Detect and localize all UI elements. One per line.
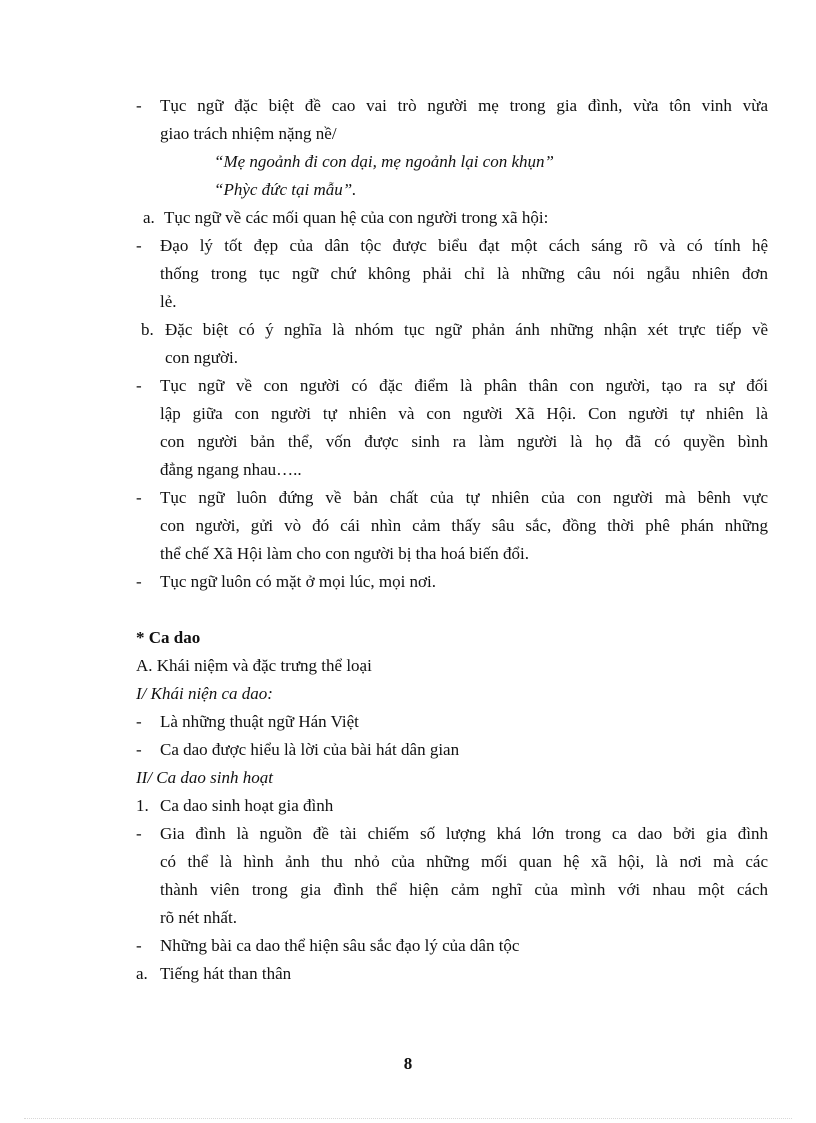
paragraph-text: Ca dao sinh hoạt gia đình (160, 796, 334, 815)
list-label: a. (143, 208, 155, 227)
subsection-heading: I/ Khái niện ca dao: (136, 684, 273, 703)
paragraph-text: Những bài ca dao thể hiện sâu sắc đạo lý của dân tộc (160, 936, 520, 955)
subsection-heading: A. Khái niệm và đặc trưng thể loại (136, 656, 372, 675)
bullet-dash: - (136, 712, 142, 731)
section-heading: * Ca dao (136, 628, 201, 647)
paragraph-text: Gia đình là nguồn đề tài chiếm số lượng khá lớn trong ca dao bởi gia đình có thể là hình ảnh thu nhỏ của những mối quan hệ xã hội, là nơi mà các thành viên trong gia đình thể hiện cảm nghĩ của mình với nhau một cách rõ nét nhất. (160, 824, 768, 927)
bullet-dash: - (136, 488, 142, 507)
subsection-heading: II/ Ca dao sinh hoạt (136, 768, 273, 787)
paragraph-text: Tục ngữ về các mối quan hệ của con người trong xã hội: (164, 208, 549, 227)
proverb-quote: “Phỳc đức tại mẫu”. (214, 180, 357, 199)
list-label: a. (136, 964, 148, 983)
page-divider (24, 1118, 792, 1119)
paragraph-text: Ca dao được hiểu là lời của bài hát dân gian (160, 740, 460, 759)
bullet-dash: - (136, 96, 142, 115)
paragraph-text: Đặc biệt có ý nghĩa là nhóm tục ngữ phản ánh những nhận xét trực tiếp về con người. (165, 320, 768, 367)
paragraph-text: Là những thuật ngữ Hán Việt (160, 712, 359, 731)
bullet-dash: - (136, 936, 142, 955)
paragraph-text: Đạo lý tốt đẹp của dân tộc được biểu đạt một cách sáng rõ và có tính hệ thống trong tục ngữ chứ không phải chỉ là những câu nói ngẫu nhiên đơn lẻ. (160, 236, 768, 311)
list-label: b. (141, 320, 154, 339)
paragraph-text: Tục ngữ đặc biệt đề cao vai trò người mẹ trong gia đình, vừa tôn vinh vừa giao trách nhiệm nặng nề/ (160, 96, 768, 143)
bullet-dash: - (136, 236, 142, 255)
paragraph-text: Tục ngữ luôn có mặt ở mọi lúc, mọi nơi. (160, 572, 437, 591)
paragraph-text: Tục ngữ về con người có đặc điểm là phân thân con người, tạo ra sự đối lập giữa con người tự nhiên và con người Xã Hội. Con người tự nhiên là con người bản thể, vốn được sinh ra làm người là họ đã có quyền bình đẳng ngang nhau….. (160, 376, 768, 479)
bullet-dash: - (136, 376, 142, 395)
list-label: 1. (136, 796, 149, 815)
bullet-dash: - (136, 824, 142, 843)
bullet-dash: - (136, 572, 142, 591)
proverb-quote: “Mẹ ngoảnh đi con dại, mẹ ngoảnh lại con khụn” (214, 152, 554, 171)
paragraph-text: Tục ngữ luôn đứng về bản chất của tự nhiên của con người mà bênh vực con người, gửi vò đó cái nhìn cảm thấy sâu sắc, đồng thời phê phán những thể chế Xã Hội làm cho con người bị tha hoá biến đổi. (160, 488, 768, 563)
page-number: 8 (403, 1054, 413, 1073)
bullet-dash: - (136, 740, 142, 759)
paragraph-text: Tiếng hát than thân (160, 964, 292, 983)
